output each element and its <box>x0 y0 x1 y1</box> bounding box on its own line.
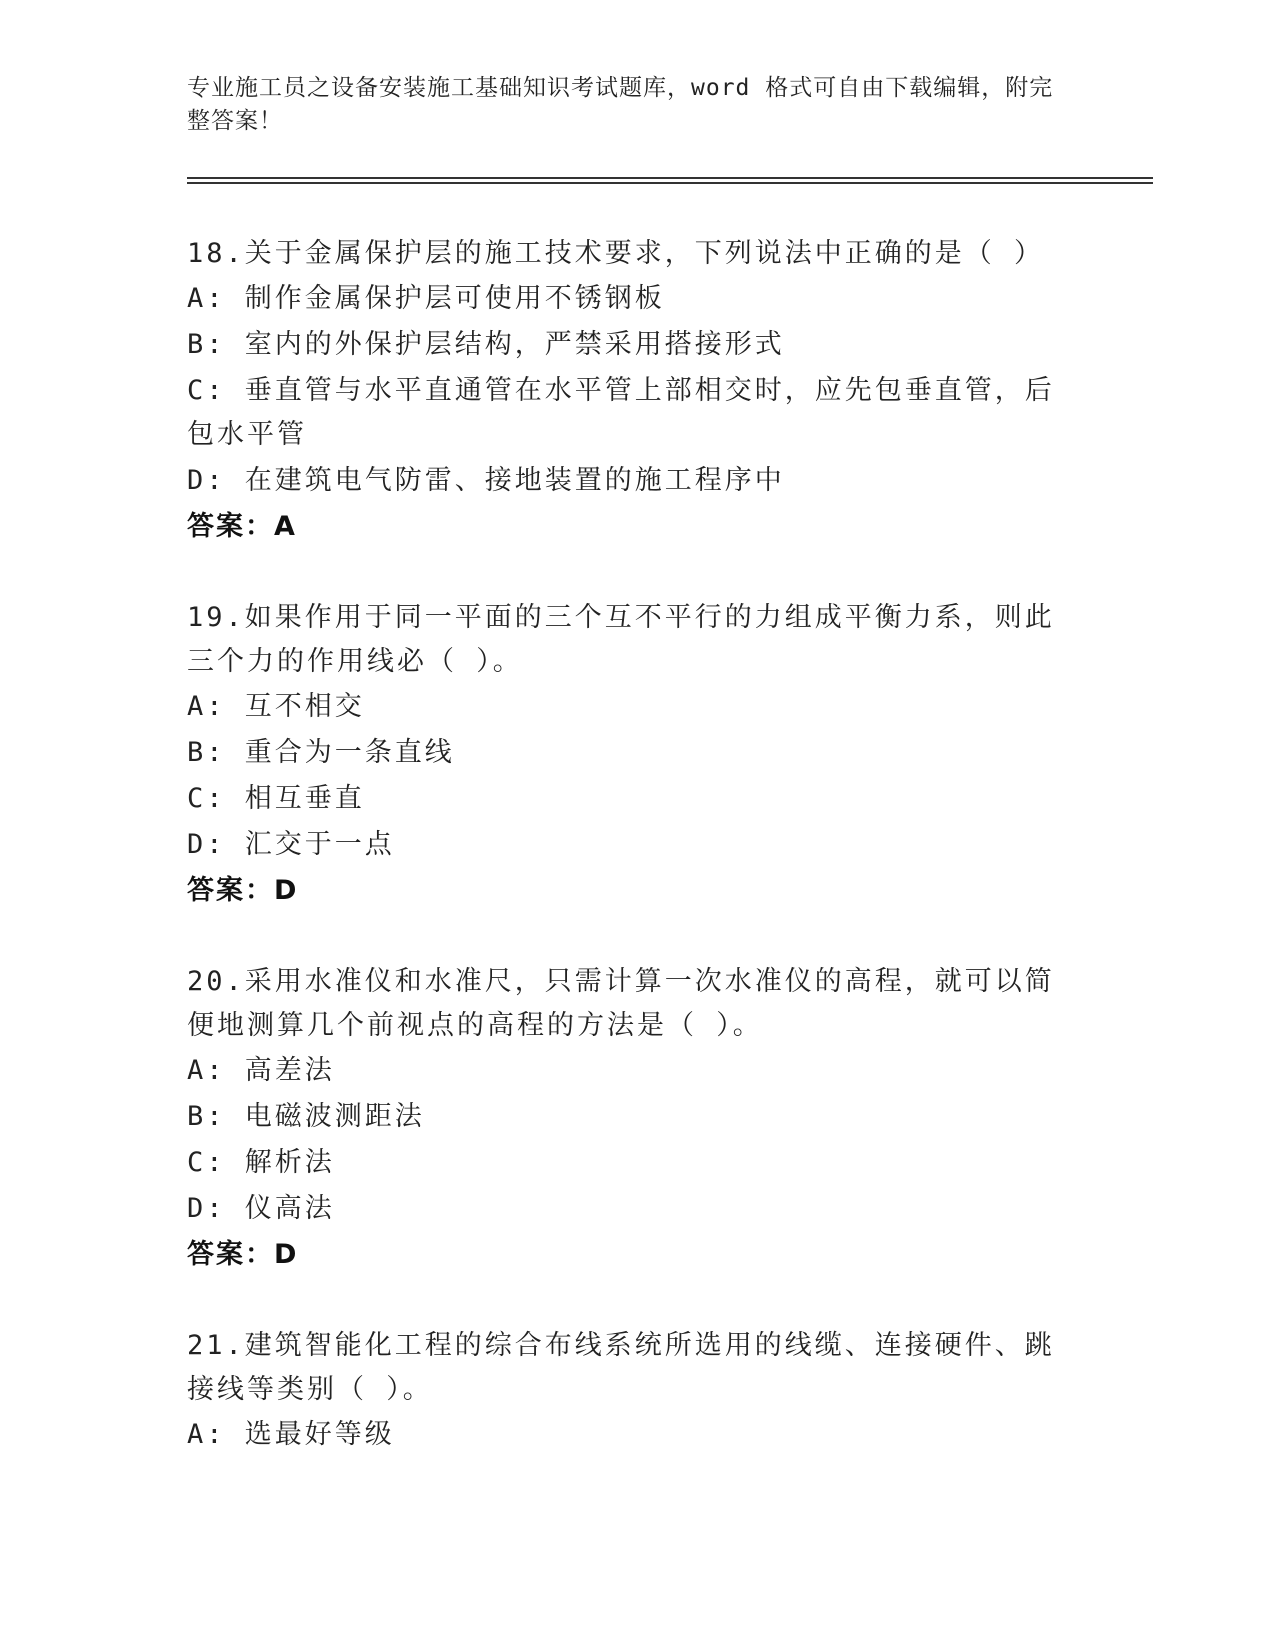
option-a: A: 制作金属保护层可使用不锈钢板 <box>187 283 665 314</box>
option-a: A: 互不相交 <box>187 691 365 722</box>
option-c: C: 垂直管与水平直通管在水平管上部相交时，应先包垂直管，后包水平管 <box>187 375 1055 450</box>
answer: 答案：D <box>187 1239 299 1270</box>
question-stem: 19.如果作用于同一平面的三个互不平行的力组成平衡力系，则此三个力的作用线必（ ）。 <box>187 602 1055 677</box>
question-stem: 21.建筑智能化工程的综合布线系统所选用的线缆、连接硬件、跳接线等类别（ ）。 <box>187 1330 1055 1405</box>
question-list <box>187 232 1067 1504</box>
question-21 <box>187 1324 1067 1458</box>
option-c: C: 解析法 <box>187 1147 335 1178</box>
option-b: B: 室内的外保护层结构，严禁采用搭接形式 <box>187 329 785 360</box>
option-a: A: 选最好等级 <box>187 1419 395 1450</box>
question-19 <box>187 596 1067 914</box>
option-b: B: 电磁波测距法 <box>187 1101 425 1132</box>
answer: 答案：D <box>187 875 299 906</box>
option-c: C: 相互垂直 <box>187 783 365 814</box>
option-b: B: 重合为一条直线 <box>187 737 455 768</box>
document-header: 专业施工员之设备安装施工基础知识考试题库，word 格式可自由下载编辑，附完整答案！ <box>187 75 1054 134</box>
option-d: D: 仪高法 <box>187 1193 335 1224</box>
question-18 <box>187 232 1067 550</box>
question-stem: 18.关于金属保护层的施工技术要求，下列说法中正确的是（ ） <box>187 238 1045 269</box>
header-rule-top <box>187 177 1153 179</box>
option-d: D: 在建筑电气防雷、接地装置的施工程序中 <box>187 465 785 496</box>
answer: 答案：A <box>187 511 297 542</box>
option-d: D: 汇交于一点 <box>187 829 395 860</box>
question-20 <box>187 960 1067 1278</box>
question-stem: 20.采用水准仪和水准尺，只需计算一次水准仪的高程，就可以简便地测算几个前视点的高程的方法是（ ）。 <box>187 966 1055 1041</box>
header-rule-bottom <box>187 182 1153 184</box>
option-a: A: 高差法 <box>187 1055 335 1086</box>
